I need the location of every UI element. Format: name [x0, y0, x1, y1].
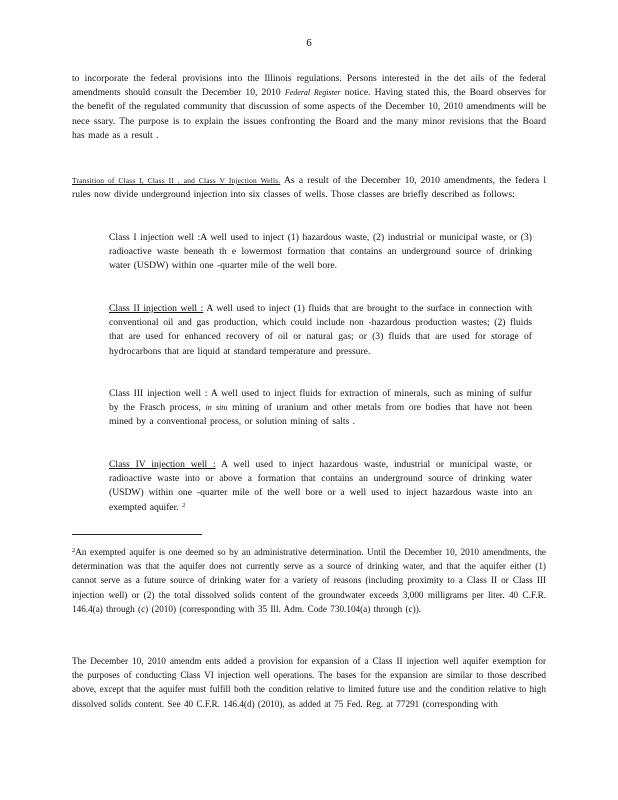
- page-number: 6: [306, 37, 312, 49]
- federal-register-citation: Federal Register: [284, 88, 341, 98]
- footnote-divider: [72, 534, 202, 535]
- class-iii-text-1: A well used to inject fluids for extraction of minerals, such as mining of sulfur by the Frasch process,: [109, 388, 532, 414]
- footnote-paragraph-1: [72, 545, 546, 616]
- class-ii-label: Class II injection well :: [109, 303, 204, 314]
- class-i-label: Class I injection well :: [109, 232, 201, 243]
- footnote-text-1: An exempted aquifer is one deemed so by an administrative determination. Until the December 10, 2010 amendments, the determination was that the aquifer does not currently serve as a source of drinking water, and that the aquifer either (1) cannot serve as a future source of drinking water for a variety of reasons (including proximity to a Class II or Class III injection well) or (2) the total dissolved solids content of the groundwater exceeds 3,000 milligrams per liter. 40 C.F.R. 146.4(a) through (c) (2010) (corresponding with 35 Ill. Adm. Code 730.104(a) through (c)).: [72, 547, 546, 614]
- class-iii-label: Class III injection well :: [109, 388, 208, 399]
- footnote-reference: 2: [182, 501, 186, 509]
- class-iv-text: A well used to inject hazardous waste, industrial or municipal waste, or radioactive waste into or above a formation that contains an underground source of drinking water (USDW) within one -quarter mile of the well bore or a well used to inject hazardous waste into an exempted aquifer.: [109, 459, 532, 513]
- transition-text: As a result of the December 10, 2010 amendments, the federa l rules now divide underground injection into six classes of wells. Those classes are briefly described as follows:: [72, 175, 546, 201]
- intro-paragraph: [72, 72, 546, 143]
- class-iii-definition: [109, 387, 532, 430]
- class-iii-text-2: mining of uranium and other metals from ore bodies that have not been mined by a conventional process, or solution mining of salts .: [109, 402, 533, 428]
- class-iv-definition: [109, 458, 532, 515]
- in-situ-term: in situ: [205, 403, 228, 413]
- class-ii-definition: [109, 302, 532, 359]
- footnote-marker: 2: [72, 547, 76, 554]
- footnote-paragraph-2: The December 10, 2010 amendm ents added a provision for expansion of a Class II injection well aquifer exemption for the purposes of conducting Class VI injection well operations. The bases for the expansion are similar to those described above, except that the aquifer must fulfill both the condition relative to limited future use and the condition relative to high dissolved solids content. See 40 C.F.R. 146.4(d) (2010), as added at 75 Fed. Reg. at 77291 (corresponding with: [72, 656, 546, 709]
- transition-paragraph: [72, 174, 546, 202]
- transition-heading: Transition of Class I, Class II , and Class V Injection Wells.: [72, 176, 281, 185]
- intro-text-2: notice. Having stated this, the Board observes for the benefit of the regulated community that discussion of some aspects of the December 10, 2010 amendments will be nece ssary. The purpose is to explain the issues confronting the Board and the many minor revisions that the Board has made as a result .: [72, 87, 546, 141]
- class-i-definition: [109, 231, 532, 274]
- class-i-text: A well used to inject (1) hazardous waste, (2) industrial or municipal waste, or (3) radioactive waste beneath th e lowermost formation that contains an underground source of drinking water (USDW) within one -quarter mile of the well bore.: [109, 232, 532, 272]
- intro-text-1: to incorporate the federal provisions into the Illinois regulations. Persons interested in the det ails of the federal amendments should consult the December 10, 2010: [72, 73, 546, 99]
- class-iv-label: Class IV injection well :: [109, 459, 216, 470]
- class-ii-text: A well used to inject (1) fluids that are brought to the surface in connection with conventional oil and gas production, which could include non -hazardous production wastes; (2) fluids that are used for enhanced recovery of oil or natural gas; or (3) fluids that are used for storage of hydrocarbons that are liquid at standard temperature and pressure.: [109, 303, 532, 357]
